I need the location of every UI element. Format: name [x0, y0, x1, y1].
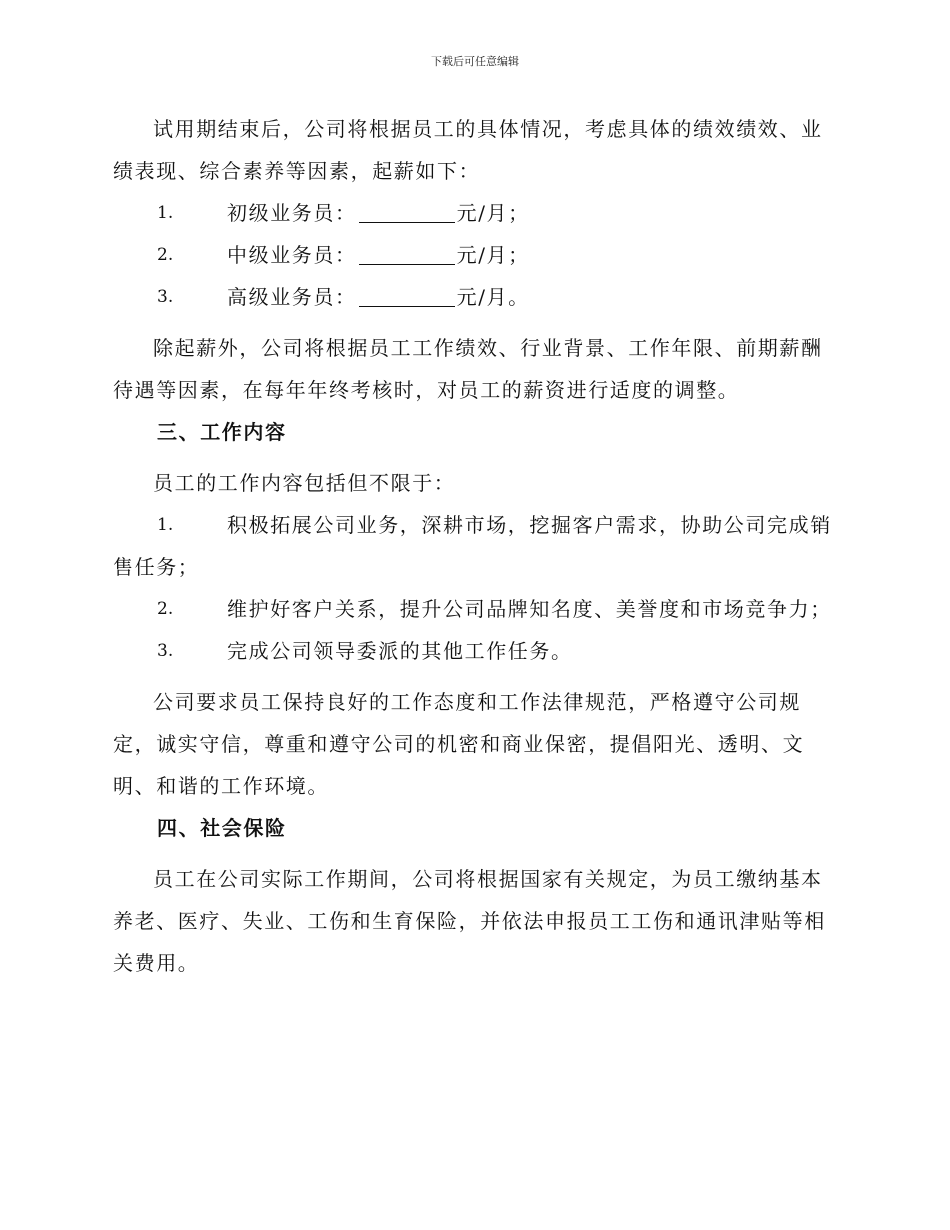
- salary-blank-field: [359, 288, 455, 307]
- salary-label: 中级业务员：: [227, 243, 357, 267]
- salary-line: [113, 192, 833, 234]
- salary-adjustment-paragraph: 除起薪外，公司将根据员工工作绩效、行业背景、工作年限、前期薪酬待遇等因素，在每年年终考核时，对员工的薪资进行适度的调整。: [113, 336, 823, 402]
- work-item-text: 维护好客户关系，提升公司品牌知名度、美誉度和市场竞争力；: [227, 597, 832, 621]
- probation-intro-paragraph: 试用期结束后，公司将根据员工的具体情况，考虑具体的绩效绩效、业绩表现、综合素养等因素，起薪如下：: [113, 117, 823, 183]
- salary-suffix: 元/月；: [456, 201, 530, 225]
- list-number: 3.: [157, 641, 174, 661]
- salary-blank-field: [359, 246, 455, 265]
- document-body: [113, 108, 833, 984]
- salary-blank-field: [359, 204, 455, 223]
- work-item-text: 积极拓展公司业务，深耕市场，挖掘客户需求，协助公司完成销售任务；: [113, 513, 832, 579]
- list-number: 2.: [157, 599, 174, 619]
- work-item-3: [113, 630, 833, 672]
- list-number: 2.: [157, 245, 174, 265]
- work-item-text: 完成公司领导委派的其他工作任务。: [227, 639, 573, 663]
- page-header: 下载后可任意编辑: [431, 55, 519, 68]
- salary-line: [113, 234, 833, 276]
- section-heading-work-content: 三、工作内容: [157, 420, 287, 444]
- insurance-paragraph: 员工在公司实际工作期间，公司将根据国家有关规定，为员工缴纳基本养老、医疗、失业、工伤和生育保险，并依法申报员工工伤和通讯津贴等相关费用。: [113, 867, 826, 975]
- salary-line: [113, 276, 833, 318]
- salary-label: 初级业务员：: [227, 201, 357, 225]
- list-number: 1.: [157, 203, 174, 223]
- work-item-1: [113, 504, 833, 588]
- section-heading-social-insurance: 四、社会保险: [157, 816, 287, 840]
- work-intro-paragraph: 员工的工作内容包括但不限于：: [153, 471, 456, 495]
- salary-item-junior: [113, 192, 833, 234]
- salary-item-intermediate: [113, 234, 833, 276]
- work-requirements-paragraph: 公司要求员工保持良好的工作态度和工作法律规范，严格遵守公司规定，诚实守信，尊重和遵守公司的机密和商业保密，提倡阳光、透明、文明、和谐的工作环境。: [113, 690, 805, 798]
- salary-label: 高级业务员：: [227, 285, 357, 309]
- salary-suffix: 元/月。: [456, 285, 530, 309]
- work-item-2: [113, 588, 833, 630]
- list-number: 1.: [157, 515, 174, 535]
- list-number: 3.: [157, 287, 174, 307]
- salary-suffix: 元/月；: [456, 243, 530, 267]
- salary-item-senior: [113, 276, 833, 318]
